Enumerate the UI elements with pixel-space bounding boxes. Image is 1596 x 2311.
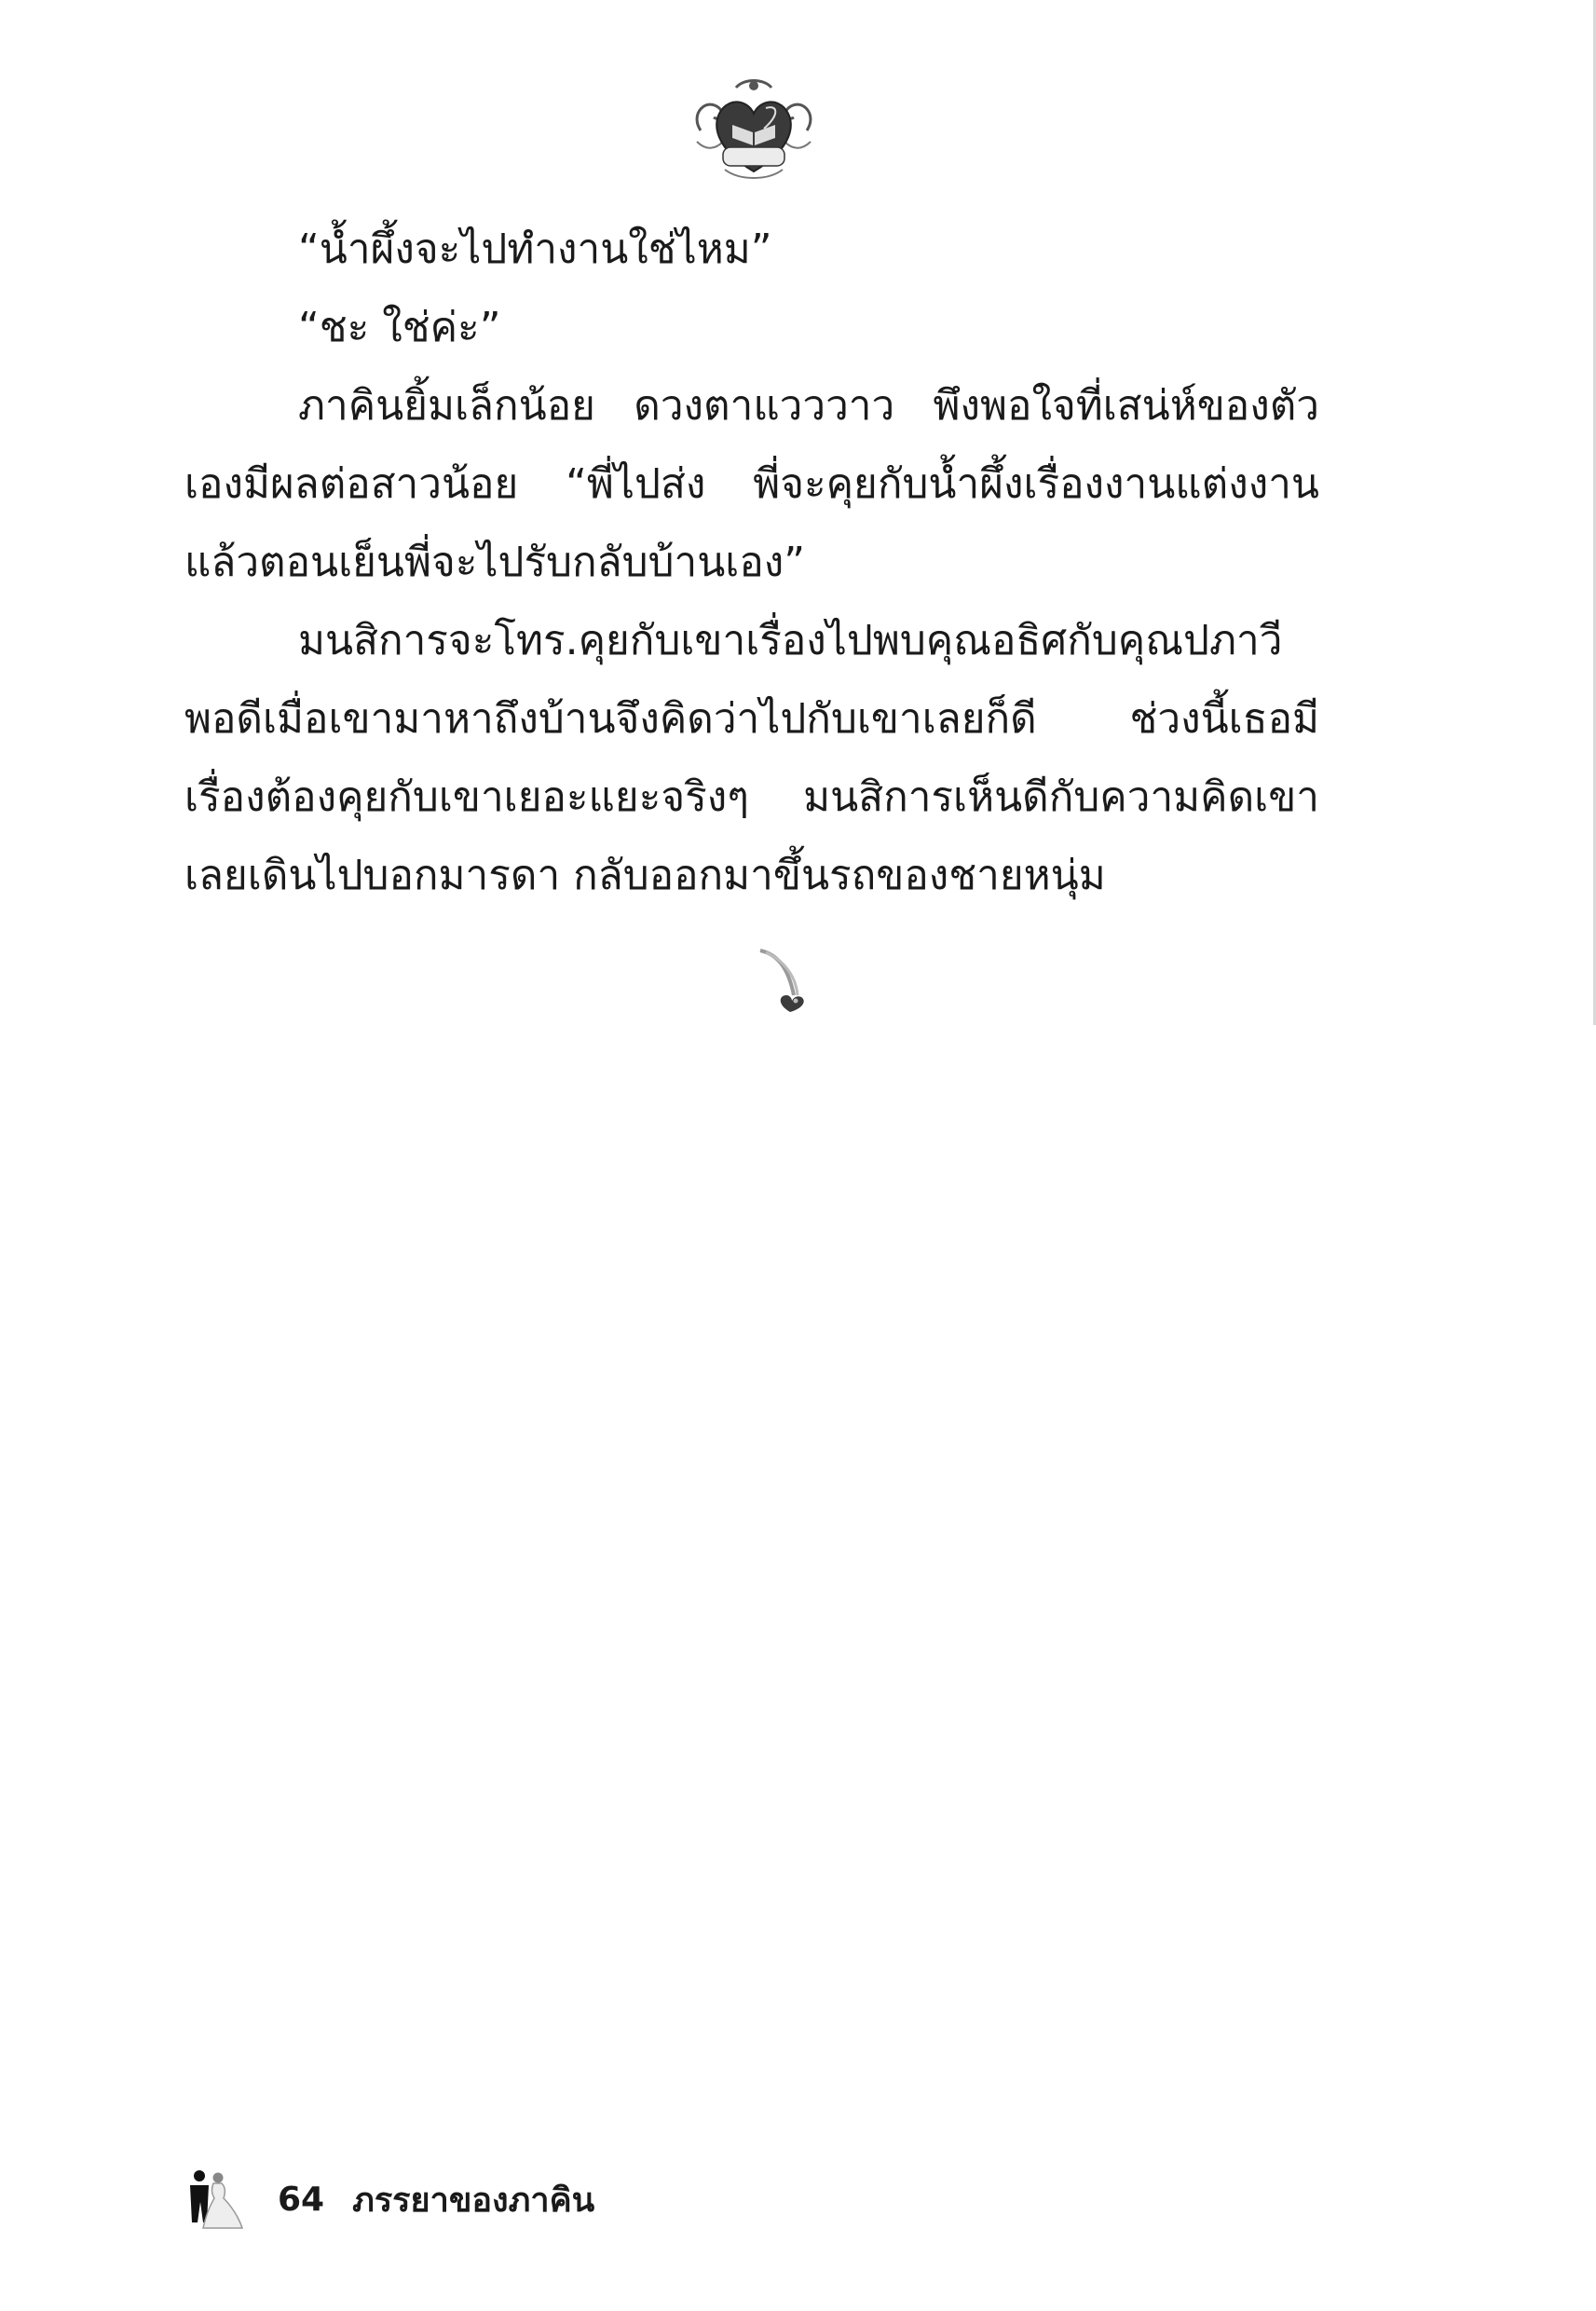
page-number: 64 (278, 2180, 325, 2219)
story-text (184, 211, 1319, 915)
ornate-frame-logo-icon (688, 76, 820, 181)
bride-groom-icon (183, 2168, 244, 2230)
narrative-paragraph-1: ภาคินยิ้มเล็กน้อย ดวงตาแวววาว พึงพอใจที่เสน่ห์ของตัวเองมีผลต่อสาวน้อย “พี่ไปส่ง พี่จะคุยกับน้ำผึ้งเรื่องงานแต่งงาน แล้วตอนเย็นพี่จะไปรับกลับบ้านเอง” (184, 382, 1319, 586)
book-title: ภรรยาของภาคิน (352, 2181, 595, 2220)
page-footer (183, 2167, 594, 2232)
heart-pendant-icon (757, 947, 812, 1023)
dialogue-paragraph-2: “ชะ ใช่ค่ะ” (298, 304, 501, 351)
dialogue-paragraph-1: “น้ำผึ้งจะไปทำงานใช่ไหม” (298, 226, 772, 273)
narrative-paragraph-2: มนสิการจะโทร.คุยกับเขาเรื่องไปพบคุณอธิศกับคุณปภาวีพอดีเมื่อเขามาหาถึงบ้านจึงคิดว่าไปกับเขาเลยก็ดี ช่วงนี้เธอมีเรื่องต้องคุยกับเขาเยอะแยะจริงๆ มนสิการเห็นดีกับความคิดเขา เลยเดินไปบอกมารดา กลับออกมาขึ้นรถของชายหนุ่ม (184, 617, 1319, 899)
